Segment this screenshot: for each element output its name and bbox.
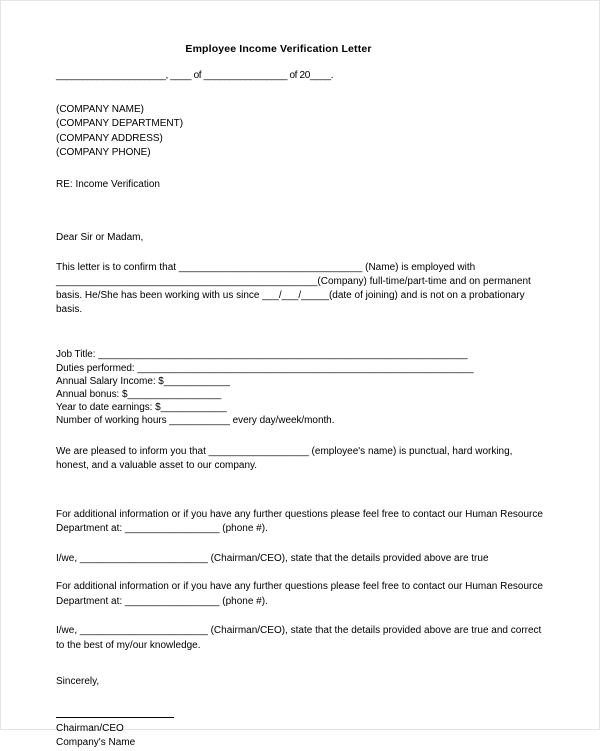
contact-paragraph-1: For additional information or if you have any further questions please feel free to contact our Human Resource Department at: _________________ (phone #). [56, 508, 543, 535]
detail-annual-salary-income: Annual Salary Income: $____________ [56, 375, 230, 387]
signature-rule [56, 717, 174, 718]
date-line: _____________________, ____ of ________________ of 20____. [56, 70, 334, 81]
signature-company-name: Company's Name [56, 737, 136, 749]
signature-title: Chairman/CEO [56, 722, 124, 734]
subject-line: RE: Income Verification [56, 178, 160, 190]
detail-duties-performed: Duties performed: _____________________________________________________________ [56, 362, 474, 374]
declaration-paragraph-1: I/we, _______________________ (Chairman/CEO), state that the details provided above are true [56, 552, 489, 564]
declaration-paragraph-2: I/we, _______________________ (Chairman/CEO), state that the details provided above are true and correct to the best of my/our knowledge. [56, 625, 542, 651]
contact-paragraph-2: For additional information or if you have any further questions please feel free to contact our Human Resource Department at: _________________ (phone #). [56, 581, 543, 607]
employment-details-block [56, 348, 546, 427]
page-title: Employee Income Verification Letter [185, 43, 372, 55]
company-name-line: (COMPANY NAME) [56, 103, 144, 115]
closing-salutation: Sincerely, [56, 676, 100, 688]
pleased-paragraph: We are pleased to inform you that __________________ (employee's name) is punctual, hard working, honest, and a valuable asset to our company. [56, 445, 513, 472]
letter-body [56, 1, 546, 751]
opening-paragraph: This letter is to confirm that _________________________________ (Name) is employed with _______________________________________________(Company) full-time/part-time and on permanent basis. He/She has been working with us since ___/___/_____(date of joining) and is not on a probationary basis. [56, 261, 531, 316]
detail-job-title: Job Title: ___________________________________________________________________ [56, 349, 468, 361]
salutation: Dear Sir or Madam, [56, 232, 144, 243]
company-address-line: (COMPANY ADDRESS) [56, 132, 163, 144]
detail-working-hours: Number of working hours ___________ every day/week/month. [56, 415, 335, 427]
company-department-line: (COMPANY DEPARTMENT) [56, 118, 184, 129]
company-phone-line: (COMPANY PHONE) [56, 147, 151, 158]
company-block [56, 103, 546, 161]
detail-annual-bonus: Annual bonus: $_________________ [56, 388, 222, 400]
detail-year-to-date-earnings: Year to date earnings: $____________ [56, 402, 227, 414]
